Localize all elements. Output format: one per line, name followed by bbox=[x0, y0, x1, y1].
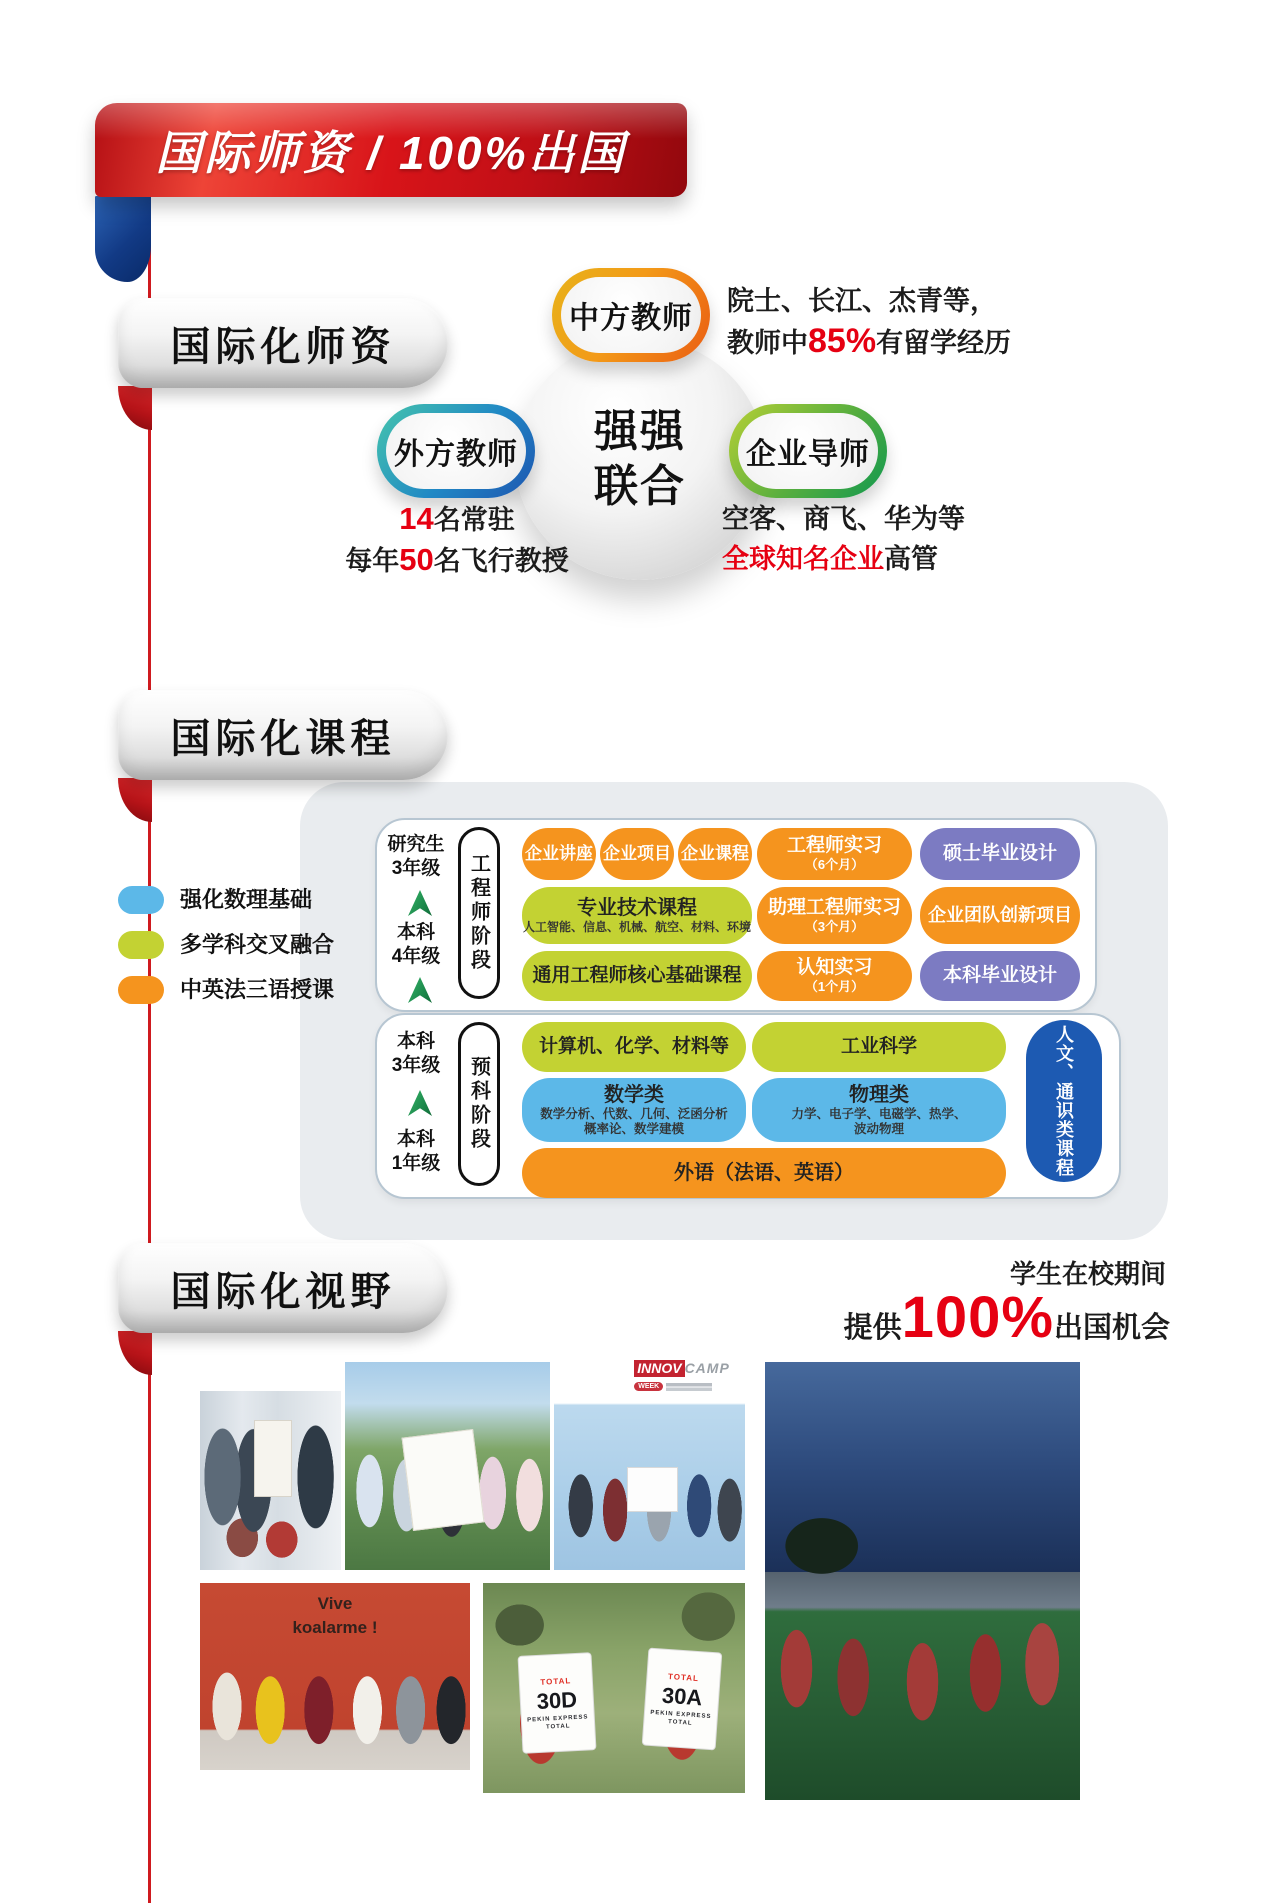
node-enterprise-mentors bbox=[729, 404, 887, 498]
course-pill: 工程师实习 （6个月） bbox=[757, 828, 912, 880]
week-badge: WEEK bbox=[634, 1382, 712, 1391]
course-pill: 计算机、化学、材料等 bbox=[522, 1022, 746, 1072]
stat-line: 每年50名飞行教授 bbox=[345, 542, 569, 577]
pill-fold bbox=[118, 778, 152, 822]
highlight-14: 14 bbox=[399, 501, 434, 536]
course-pill: 硕士毕业设计 bbox=[920, 828, 1080, 880]
center-line2: 联合 bbox=[594, 462, 686, 511]
enterprise-mentors-desc bbox=[722, 499, 965, 579]
year-label-grad3: 研究生 3年级 bbox=[387, 834, 445, 879]
course-pill: 工业科学 bbox=[752, 1022, 1006, 1072]
node-chinese-teachers bbox=[552, 268, 710, 362]
legend-swatch-orange bbox=[118, 976, 164, 1004]
course-pill: 认知实习 （1个月） bbox=[757, 951, 912, 1001]
section-title: 国际化课程 bbox=[170, 716, 396, 761]
signed-poster bbox=[401, 1429, 484, 1531]
wall-text: Vive koalarme ! bbox=[292, 1594, 378, 1638]
poster-board bbox=[254, 1420, 293, 1497]
innovcamp-banner bbox=[554, 1356, 745, 1380]
section-title: 国际化视野 bbox=[170, 1269, 396, 1314]
race-bib-right: TOTAL 30A PEKIN EXPRESS TOTAL bbox=[642, 1648, 723, 1751]
banner-fold bbox=[95, 196, 151, 282]
course-pill: 通用工程师核心基础课程 bbox=[522, 951, 752, 1001]
legend-label: 多学科交叉融合 bbox=[180, 932, 335, 957]
legend-swatch-blue bbox=[118, 886, 164, 914]
chinese-teachers-desc bbox=[727, 281, 1011, 363]
vision-note-line2: 提供100%出国机会 bbox=[843, 1285, 1170, 1350]
highlight-companies: 全球知名企业 bbox=[722, 544, 884, 574]
race-bib-left: TOTAL 30D PEKIN EXPRESS TOTAL bbox=[517, 1653, 596, 1755]
year-label-ug1: 本科 1年级 bbox=[391, 1129, 441, 1174]
desc-line: 院士、长江、杰青等， bbox=[727, 286, 997, 316]
course-pill: 外语（法语、英语） bbox=[522, 1148, 1006, 1198]
course-pill: 助理工程师实习 （3个月） bbox=[757, 887, 912, 944]
legend-label: 中英法三语授课 bbox=[180, 977, 335, 1002]
foreign-teachers-stats bbox=[332, 499, 582, 581]
section-header-curriculum bbox=[118, 690, 448, 780]
node-label: 外方教师 bbox=[386, 413, 526, 489]
course-pill: 物理类 力学、电子学、电磁学、热学、 波动物理 bbox=[752, 1078, 1006, 1142]
center-line1: 强强 bbox=[594, 407, 686, 456]
desc-line: 全球知名企业高管 bbox=[722, 544, 938, 574]
photo-students-garden bbox=[345, 1362, 550, 1570]
photo-koalarme-group bbox=[200, 1583, 470, 1770]
section-title: 国际化师资 bbox=[170, 324, 396, 369]
section-header-faculty bbox=[118, 298, 448, 388]
camp-logo: CAMP bbox=[684, 1360, 730, 1376]
stage-pill-prep: 预科阶段 bbox=[458, 1022, 500, 1186]
pill-fold bbox=[118, 386, 152, 430]
course-pill: 数学类 数学分析、代数、几何、泛函分析 概率论、数学建模 bbox=[522, 1078, 746, 1142]
main-banner bbox=[95, 103, 687, 197]
course-pill: 企业课程 bbox=[678, 828, 752, 880]
desc-line: 空客、商飞、华为等 bbox=[722, 504, 965, 534]
photo-sports-field-dusk bbox=[765, 1362, 1080, 1800]
photo-pekin-express-runners bbox=[483, 1583, 745, 1793]
highlight-100: 100% bbox=[901, 1285, 1054, 1350]
photo-students-indoor bbox=[200, 1391, 341, 1570]
whiteboard bbox=[627, 1467, 679, 1512]
badge-smalltext bbox=[666, 1383, 712, 1391]
node-foreign-teachers bbox=[377, 404, 535, 498]
node-label: 企业导师 bbox=[738, 413, 878, 489]
timeline-line bbox=[148, 200, 151, 1903]
pill-fold bbox=[118, 1331, 152, 1375]
course-pill: 企业团队创新项目 bbox=[920, 887, 1080, 944]
year-label-ug4: 本科 4年级 bbox=[391, 922, 441, 967]
node-label: 中方教师 bbox=[561, 277, 701, 353]
desc-line: 教师中85%有留学经历 bbox=[727, 322, 1012, 360]
stat-line: 14名常驻 bbox=[399, 501, 515, 536]
page-title: 国际师资 / 100%出国 bbox=[155, 127, 627, 179]
vision-note-line1: 学生在校期间 bbox=[1009, 1259, 1166, 1289]
course-pill: 本科毕业设计 bbox=[920, 951, 1080, 1001]
course-pill: 企业讲座 bbox=[522, 828, 596, 880]
humanities-pill: 人文、通识类课程 bbox=[1026, 1020, 1102, 1182]
photo-innovcamp-group bbox=[554, 1356, 745, 1570]
highlight-85: 85% bbox=[808, 322, 877, 360]
legend-swatch-green bbox=[118, 931, 164, 959]
section-header-vision bbox=[118, 1243, 448, 1333]
course-pill: 专业技术课程 人工智能、信息、机械、航空、材料、环境 bbox=[522, 887, 752, 944]
innov-logo: INNOV bbox=[634, 1360, 684, 1377]
course-pill: 企业项目 bbox=[600, 828, 674, 880]
highlight-50: 50 bbox=[399, 542, 434, 577]
stage-pill-engineer: 工程师阶段 bbox=[458, 827, 500, 999]
year-label-ug3: 本科 3年级 bbox=[391, 1031, 441, 1076]
legend-label: 强化数理基础 bbox=[180, 887, 313, 912]
